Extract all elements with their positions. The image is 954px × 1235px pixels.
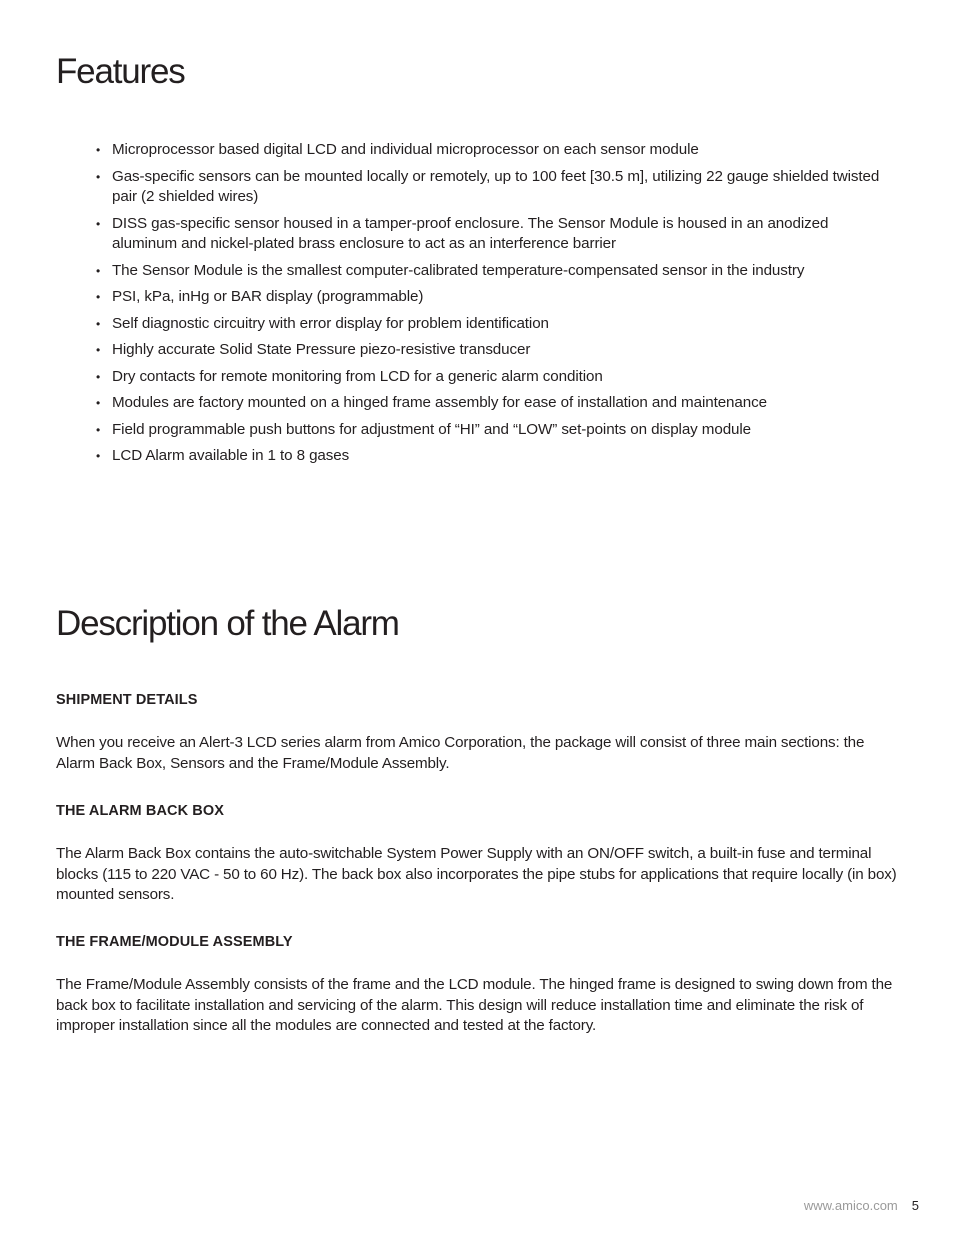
- bullet-icon: •: [96, 290, 101, 304]
- bullet-icon: •: [96, 369, 101, 384]
- bullet-icon: •: [96, 216, 101, 231]
- feature-text: Dry contacts for remote monitoring from LCD for a generic alarm condition: [112, 367, 603, 385]
- feature-text: Self diagnostic circuitry with error display for problem identification: [112, 314, 549, 332]
- alarm-back-box-section: [56, 803, 901, 819]
- page-footer: [804, 1198, 919, 1213]
- frame-module-text: The Frame/Module Assembly consists of the frame and the LCD module. The hinged frame is designed to swing down from the back box to facilitate installation and servicing of the alarm. This design will reduce installation time and eliminate the risk of improper installation since all the modules are connected and tested at the factory.: [56, 976, 893, 1035]
- bullet-icon: •: [96, 449, 101, 463]
- frame-module-heading: THE FRAME/MODULE ASSEMBLY: [56, 934, 293, 950]
- list-item: [96, 140, 896, 161]
- feature-text: DISS gas-specific sensor housed in a tamper-proof enclosure. The Sensor Module is housed in an anodized aluminum and nickel-plated brass enclosure to act as an interference barrier: [112, 214, 829, 252]
- features-list: [96, 140, 896, 473]
- shipment-details-heading: SHIPMENT DETAILS: [56, 692, 198, 708]
- list-item: [96, 367, 896, 388]
- feature-text: PSI, kPa, inHg or BAR display (programmable): [112, 288, 424, 305]
- bullet-icon: •: [96, 263, 101, 278]
- bullet-icon: •: [96, 343, 101, 357]
- feature-text: Gas-specific sensors can be mounted locally or remotely, up to 100 feet [30.5 m], utilizing 22 gauge shielded twisted pair (2 shielded wires): [112, 167, 880, 205]
- feature-text: The Sensor Module is the smallest computer-calibrated temperature-compensated sensor in the industry: [112, 261, 805, 279]
- list-item: [96, 393, 896, 414]
- description-heading: Description of the Alarm: [56, 604, 399, 643]
- features-heading: Features: [56, 52, 185, 91]
- alarm-back-box-text: The Alarm Back Box contains the auto-switchable System Power Supply with an ON/OFF switch, a built-in fuse and terminal blocks (115 to 220 VAC - 50 to 60 Hz). The back box also incorporates the pipe stubs for applications that require locally (in box) mounted sensors.: [56, 845, 897, 904]
- alarm-back-box-heading: THE ALARM BACK BOX: [56, 803, 225, 819]
- shipment-details-body: [56, 733, 901, 774]
- feature-text: Field programmable push buttons for adjustment of “HI” and “LOW” set-points on display module: [112, 420, 752, 438]
- list-item: [96, 314, 896, 335]
- shipment-details-text: When you receive an Alert-3 LCD series alarm from Amico Corporation, the package will consist of three main sections: the Alarm Back Box, Sensors and the Frame/Module Assembly.: [56, 734, 865, 772]
- list-item: [96, 287, 896, 308]
- bullet-icon: •: [96, 169, 101, 184]
- feature-text: Highly accurate Solid State Pressure piezo-resistive transducer: [112, 341, 531, 358]
- page-number: 5: [911, 1198, 919, 1213]
- alarm-back-box-body: [56, 844, 901, 906]
- bullet-icon: •: [96, 422, 101, 437]
- feature-text: Microprocessor based digital LCD and individual microprocessor on each sensor module: [112, 141, 699, 158]
- list-item: [96, 340, 896, 361]
- list-item: [96, 261, 896, 282]
- list-item: [96, 446, 896, 467]
- feature-text: Modules are factory mounted on a hinged frame assembly for ease of installation and maintenance: [112, 394, 767, 411]
- list-item: [96, 214, 896, 255]
- feature-text: LCD Alarm available in 1 to 8 gases: [112, 447, 350, 464]
- frame-module-body: [56, 975, 901, 1037]
- shipment-details-section: [56, 692, 901, 708]
- list-item: [96, 167, 896, 208]
- bullet-icon: •: [96, 143, 101, 157]
- list-item: [96, 420, 896, 441]
- bullet-icon: •: [96, 396, 101, 410]
- website-link[interactable]: www.amico.com: [803, 1198, 898, 1213]
- frame-module-section: [56, 934, 901, 950]
- bullet-icon: •: [96, 316, 101, 331]
